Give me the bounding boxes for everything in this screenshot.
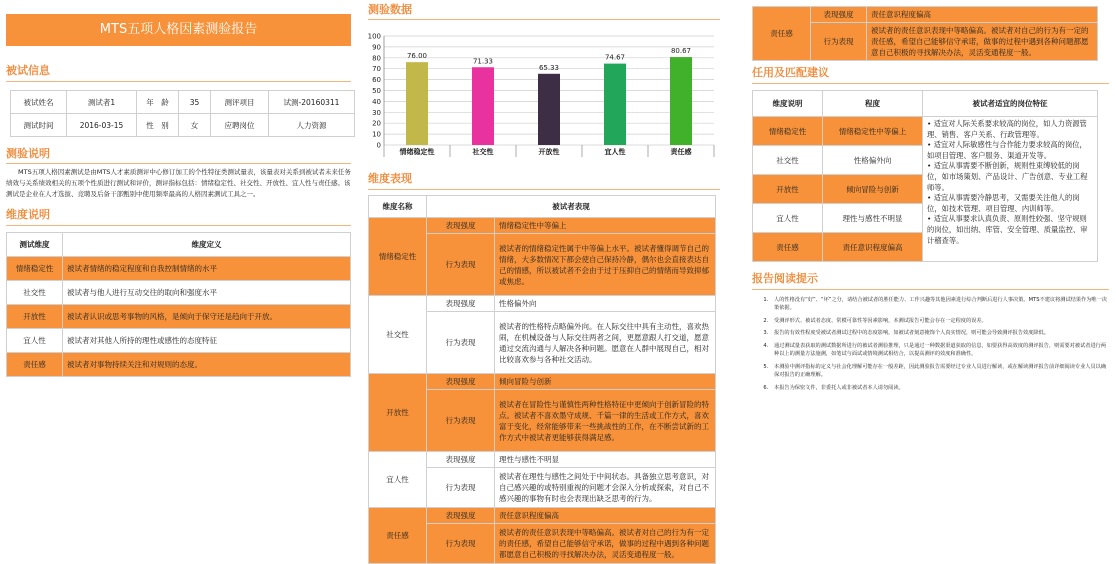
performance-level-label: 表现强度 — [427, 374, 495, 390]
dims-def: 被试者与他人进行互动交往的取向和强度水平 — [63, 281, 351, 305]
info-heading: 被试信息 — [6, 64, 50, 77]
y-tick-label: 70 — [372, 65, 381, 74]
dims-table — [6, 232, 351, 377]
dims-def: 被试者对其他人所持的理性或感性的态度特征 — [63, 329, 351, 353]
dims-row — [7, 281, 351, 305]
match-section — [752, 66, 1109, 262]
dims-heading: 维度说明 — [6, 208, 50, 221]
report-page-3 — [752, 0, 1109, 476]
match-dim: 责任感 — [753, 233, 823, 262]
results-heading: 测验数据 — [368, 3, 412, 16]
performance-behavior: 被试者在理性与感性之间处于中间状态。具备独立思考意识，对自己感兴趣的或特别重视的问题才会深入分析或探索，对自己不感兴趣的事物有时也会表现出缺乏思考的行为。 — [495, 468, 716, 508]
info-section — [6, 64, 351, 137]
score-chart — [368, 20, 720, 164]
note-item: 2. 受测评形式、被试者态度、常模可靠性等因素影响，本测试报告可能会存在一定程度的误差。 — [770, 317, 1109, 325]
performance-behavior-label: 行为表现 — [427, 312, 495, 374]
divider — [6, 81, 351, 82]
x-tick-label: 开放性 — [538, 148, 560, 156]
performance-dim: 开放性 — [369, 374, 427, 452]
performance-row — [369, 374, 716, 390]
performance-dim: 宜人性 — [369, 452, 427, 508]
info-cell: 试测-20160311 — [269, 91, 355, 114]
x-tick-label: 社交性 — [472, 148, 494, 156]
y-tick-label: 60 — [372, 76, 381, 85]
note-item: 6. 本报告为保密文件，非委托人或非被试者本人请勿阅读。 — [770, 384, 1109, 392]
info-cell: 35 — [179, 91, 211, 114]
desc-section — [6, 147, 351, 200]
note-item: 1. 人的性格没有“好”、“坏”之分，请结合被试者的胜任能力、工作兴趣等其他因素进行综合判断后进行人事决策。MTS不建议将测试结果作为唯一决策依据。 — [770, 296, 1109, 312]
performance-row — [369, 296, 716, 312]
match-dim: 开放性 — [753, 175, 823, 204]
dims-row — [7, 329, 351, 353]
note-item: 4. 通过测试量表获取的测试数据所进行的被试者测验推理，只是通过一种数据渠道获取的信息，如要获得高效度的测评报告，则需要对被试者进行两种以上的测量方法施测，如笔试与面试或情境测试相结合，以提高测评的效度和准确性。 — [770, 342, 1109, 358]
match-level: 理性与感性不明显 — [823, 204, 923, 233]
performance-behavior-label: 行为表现 — [427, 234, 495, 296]
performance-dim: 情绪稳定性 — [369, 218, 427, 296]
performance-behavior: 被试者在冒险性与谨慎性两种性格特征中更倾向于创新冒险的特点。被试者不喜欢墨守成规、千篇一律的生活或工作方式，喜欢富于变化，经常能够带来一些挑战性的工作，在不断尝试新的工作方式中被试者更能够获得满足感。 — [495, 390, 716, 452]
match-header: 维度说明 — [753, 91, 823, 117]
performance-row — [369, 218, 716, 234]
info-cell: 被试姓名 — [11, 91, 67, 114]
dims-header: 测试维度 — [7, 233, 63, 257]
bar — [604, 64, 626, 145]
info-cell: 女 — [179, 114, 211, 137]
y-tick-label: 90 — [372, 43, 381, 52]
info-row — [11, 114, 355, 137]
match-level: 情绪稳定性中等偏上 — [823, 117, 923, 146]
y-tick-label: 50 — [372, 87, 381, 95]
bar-chart — [368, 20, 720, 160]
y-tick-label: 80 — [372, 54, 381, 63]
dims-row — [7, 305, 351, 329]
match-dim: 宜人性 — [753, 204, 823, 233]
data-label: 74.67 — [604, 53, 626, 62]
performance-behavior: 被试者的责任意识表现中等略偏高。被试者对自己的行为有一定的责任感，希望自己能够信守承诺，做事的过程中遇到各种问题都愿意自己积极的寻找解决办法，灵活变通程度一般。 — [495, 524, 716, 564]
bar — [472, 67, 494, 145]
performance-behavior-label: 行为表现 — [427, 524, 495, 564]
continuation-row — [753, 7, 1098, 23]
info-cell: 应聘岗位 — [211, 114, 269, 137]
top-continuation-table — [752, 6, 1098, 61]
performance-behavior-label: 行为表现 — [427, 390, 495, 452]
match-heading: 任用及匹配建议 — [752, 66, 829, 79]
match-row — [753, 117, 1098, 146]
x-tick-label: 宜人性 — [604, 148, 626, 156]
bar — [670, 57, 692, 145]
y-tick-label: 100 — [367, 32, 381, 41]
match-level: 责任意识程度偏高 — [823, 233, 923, 262]
performance-header-row — [369, 196, 716, 218]
notes-heading: 报告阅读提示 — [752, 272, 818, 285]
y-tick-label: 10 — [372, 130, 381, 139]
x-tick-label: 责任感 — [670, 148, 692, 156]
dims-name: 责任感 — [7, 353, 63, 377]
dims-name: 情绪稳定性 — [7, 257, 63, 281]
data-label: 76.00 — [406, 52, 428, 61]
desc-heading: 测验说明 — [6, 147, 50, 160]
performance-header: 维度名称 — [369, 196, 427, 218]
performance-table — [368, 195, 716, 564]
divider — [752, 83, 1109, 84]
match-header-row — [753, 91, 1098, 117]
performance-behavior: 被试者的性格特点略偏外向。在人际交往中具有主动性，喜欢热闹，在机械设备与人际交往两者之间，更愿意跟人打交道，愿意通过交流沟通与人解决各种问题。愿意在人群中展现自己，相对比较喜欢参与各种社交活动。 — [495, 312, 716, 374]
data-label: 80.67 — [670, 47, 692, 56]
divider — [368, 189, 720, 190]
dims-name: 社交性 — [7, 281, 63, 305]
performance-behavior-label: 行为表现 — [427, 468, 495, 508]
y-tick-label: 20 — [372, 119, 381, 128]
performance-dim: 责任感 — [369, 508, 427, 564]
y-tick-label: 0 — [376, 141, 381, 150]
performance-row — [369, 508, 716, 524]
results-section — [368, 3, 720, 20]
match-dim: 情绪稳定性 — [753, 117, 823, 146]
divider — [6, 163, 351, 164]
match-dim: 社交性 — [753, 146, 823, 175]
match-level: 倾向冒险与创新 — [823, 175, 923, 204]
report-page-1 — [0, 0, 357, 476]
dims-def: 被试者情绪的稳定程度和自我控制情绪的水平 — [63, 257, 351, 281]
continuation-level-label: 表现强度 — [811, 7, 867, 23]
note-item: 5. 本测验中测评指标的定义与社会化理解可能存在一般差距，因此测验报告需要经过专业人员进行解读，或在解读测评报告前详细阅读专业人员以确保对报告的正确理解。 — [770, 363, 1109, 379]
dims-def: 被试者认识或思考事物的风格，是倾向于保守还是趋向于开放。 — [63, 305, 351, 329]
performance-row — [369, 452, 716, 468]
notes-section — [752, 272, 1109, 392]
match-header: 被试者适宜的岗位特征 — [923, 91, 1098, 117]
data-label: 65.33 — [538, 63, 560, 72]
info-cell: 2016-03-15 — [67, 114, 137, 137]
info-cell: 年 龄 — [137, 91, 179, 114]
bar — [538, 74, 560, 145]
performance-level: 理性与感性不明显 — [495, 452, 716, 468]
info-cell: 测试时间 — [11, 114, 67, 137]
continuation-behavior-label: 行为表现 — [811, 23, 867, 61]
divider — [6, 225, 351, 226]
info-table — [10, 90, 355, 137]
performance-level-label: 表现强度 — [427, 452, 495, 468]
data-label: 71.33 — [472, 57, 494, 66]
info-cell: 测试者1 — [67, 91, 137, 114]
performance-level-label: 表现强度 — [427, 296, 495, 312]
match-table — [752, 90, 1098, 262]
performance-section — [368, 172, 720, 564]
dims-section — [6, 208, 351, 377]
match-header: 程度 — [823, 91, 923, 117]
continuation-level: 责任意识程度偏高 — [867, 7, 1098, 23]
x-tick-label: 情绪稳定性 — [399, 148, 435, 156]
note-item: 3. 报告的有效性程度受被试者测试过程中的态度影响，如被试者刻意掩饰个人真实情况，则可能会导致测评报告效度降低。 — [770, 329, 1109, 337]
dims-row — [7, 257, 351, 281]
performance-behavior: 被试者的情绪稳定性属于中等偏上水平。被试者懂得调节自己的情绪，大多数情况下都会使自己保持冷静，偶尔也会直接表达自己的情感，所以被试者不会由于过于压抑自己的情绪而导致抑郁或焦虑。 — [495, 234, 716, 296]
performance-dim: 社交性 — [369, 296, 427, 374]
y-tick-label: 40 — [372, 97, 381, 106]
dims-header-row — [7, 233, 351, 257]
performance-level: 倾向冒险与创新 — [495, 374, 716, 390]
match-level: 性格偏外向 — [823, 146, 923, 175]
dims-name: 宜人性 — [7, 329, 63, 353]
y-tick-label: 30 — [372, 108, 381, 117]
notes-list — [752, 296, 1109, 392]
dims-name: 开放性 — [7, 305, 63, 329]
performance-level: 责任意识程度偏高 — [495, 508, 716, 524]
info-cell: 性 别 — [137, 114, 179, 137]
performance-level: 性格偏外向 — [495, 296, 716, 312]
divider — [752, 289, 1109, 290]
dims-row — [7, 353, 351, 377]
performance-level-label: 表现强度 — [427, 508, 495, 524]
dims-def: 被试者对事物持续关注和对规则的态度。 — [63, 353, 351, 377]
info-row — [11, 91, 355, 114]
performance-header: 被试者表现 — [427, 196, 716, 218]
report-page-2 — [367, 0, 720, 559]
performance-heading: 维度表现 — [368, 172, 412, 185]
desc-text: MTS五项人格因素测试是由MTS人才素质测评中心修订加工的个性特征类测试量表，该量表对关系到被试者未来任务绩效与关系绩效相关的五项个性质进行测试和评价，测评指标包括：情绪稳定性、社交性、开放性、宜人性与责任感。该测试是企业在人才选拔、竞聘及后备干部甄别中使用频率最高的人格因素测试工具之一。 — [6, 168, 351, 198]
bar — [406, 62, 428, 145]
continuation-behavior: 被试者的责任意识表现中等略偏高。被试者对自己的行为有一定的责任感，希望自己能够信守承诺，做事的过程中遇到各种问题都愿意自己积极的寻找解决办法，灵活变通程度一般。 — [867, 23, 1098, 61]
dims-header: 维度定义 — [63, 233, 351, 257]
performance-level: 情绪稳定性中等偏上 — [495, 218, 716, 234]
performance-level-label: 表现强度 — [427, 218, 495, 234]
info-cell: 测评项目 — [211, 91, 269, 114]
continuation-dim: 责任感 — [753, 7, 811, 61]
match-suggestion: • 适宜对人际关系要求较高的岗位，如人力资源管理、销售、客户关系、行政管理等。 • 适宜对人际敏感性与合作能力要求较高的岗位，如项目管理、客户服务、渠道开发等。 • 适宜从事需要不断创新，规则性束缚较低的岗位，如市场策划、产品设计、广告创意、专业工程师等。 • 适宜从事需要冷静思考，又需要关注他人的岗位，如技术管理、项目管理、内训师等。 • 适宜从事要求认真负责、原则性较强、坚守规则的岗位，如出纳、库管、安全管理、质量监控、审计稽查等。 — [923, 117, 1098, 262]
info-cell: 人力资源 — [269, 114, 355, 137]
report-title: MTS五项人格因素测验报告 — [6, 14, 351, 46]
